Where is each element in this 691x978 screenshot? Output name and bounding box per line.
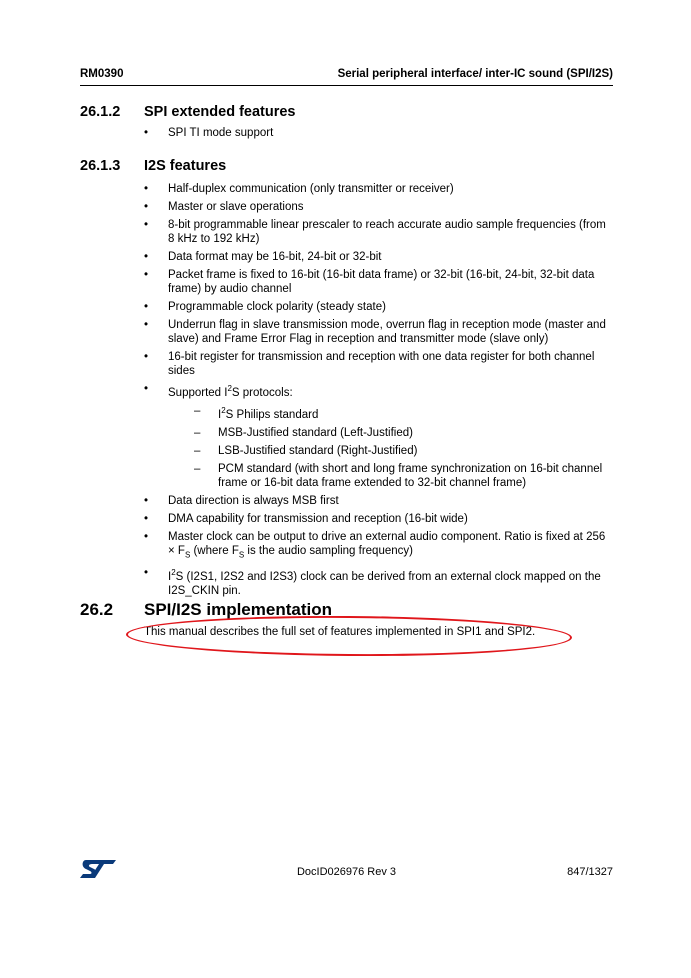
bullet-icon: •	[144, 219, 149, 231]
sub-list-item: – $I^2S$ Philips standard	[194, 404, 319, 421]
section-heading	[80, 158, 613, 174]
bullet-icon: •	[144, 269, 149, 281]
header-doc-code: RM0390	[80, 68, 124, 80]
header-rule	[80, 85, 613, 86]
bullet-icon: •	[144, 351, 149, 363]
bullet-list	[80, 126, 613, 140]
sub-list	[80, 404, 613, 490]
list-item: • Underrun flag in slave transmission mode, overrun flag in reception mode (master and slave) and Frame Error Flag in reception and transmitter mode (slave only)	[144, 319, 606, 345]
list-item: • Data direction is always MSB first	[144, 494, 339, 507]
sub-list-item: – PCM standard (with short and long frame synchronization on 16-bit channel frame or 16-bit data frame extended to 32-bit channel frame)	[194, 462, 603, 489]
list-item-i2s-clock: • $I^2S$ (I2S1, I2S2 and I2S3) clock can be derived from an external clock mapped on the I2S_CKIN pin.	[144, 566, 601, 597]
sub-list-item: – MSB-Justified standard (Left-Justified)	[194, 426, 413, 439]
bullet-icon: •	[144, 566, 149, 579]
section-title: I2S features	[144, 158, 227, 174]
section-heading	[80, 600, 613, 620]
section-heading	[80, 104, 613, 120]
bullet-list	[80, 182, 613, 598]
bullet-icon: •	[144, 530, 149, 543]
bullet-icon: •	[144, 127, 149, 139]
sub-list-item: – LSB-Justified standard (Right-Justified)	[194, 444, 418, 457]
section-number: 26.2	[80, 600, 114, 619]
list-item-protocols: • Supported $I^2S$ protocols: – $I^2S$ Philips standard – MSB-Justified standard (Left-Justified) – LSB-Justified standard (Right-Justified) – PCM standard (with short and long frame synchronization on 16-bit channel frame or 16-bit data frame extended to 32-bit channel frame)	[80, 382, 613, 490]
list-item: • Master or slave operations	[144, 201, 304, 213]
list-item: • 16-bit register for transmission and reception with one data register for both channel sides	[144, 351, 595, 377]
dash-icon: –	[194, 462, 201, 475]
bullet-icon: •	[144, 301, 149, 313]
header-chapter-title: Serial peripheral interface/ inter-IC sound (SPI/I2S)	[337, 68, 613, 80]
list-item: • 8-bit programmable linear prescaler to reach accurate audio sample frequencies (from 8 kHz to 192 kHz)	[144, 219, 606, 245]
bullet-icon: •	[144, 201, 149, 213]
bullet-icon: •	[144, 494, 149, 507]
dash-icon: –	[194, 444, 201, 457]
page-header	[80, 68, 613, 80]
section-title: SPI/I2S implementation	[144, 600, 332, 619]
dash-icon: –	[194, 404, 201, 417]
footer-doc-id: DocID026976 Rev 3	[296, 866, 397, 878]
bullet-icon: •	[144, 183, 149, 195]
implementation-paragraph: This manual describes the full set of features implemented in SPI1 and SPI2.	[144, 626, 536, 638]
dash-icon: –	[194, 426, 201, 439]
bullet-icon: •	[144, 319, 149, 331]
section-number: 26.1.3	[80, 158, 121, 174]
bullet-icon: •	[144, 512, 149, 525]
section-number: 26.1.2	[80, 104, 121, 120]
page-footer	[80, 858, 613, 884]
list-item: • DMA capability for transmission and reception (16-bit wide)	[144, 512, 468, 525]
list-item: • Half-duplex communication (only transmitter or receiver)	[144, 183, 454, 195]
section-spi-i2s-implementation	[80, 600, 613, 638]
list-item: • Packet frame is fixed to 16-bit (16-bit data frame) or 32-bit (16-bit, 24-bit, 32-bit data frame) by audio channel	[144, 269, 595, 295]
footer-page-number: 847/1327	[567, 866, 613, 878]
list-item: • Programmable clock polarity (steady state)	[144, 301, 386, 313]
bullet-icon: •	[144, 383, 149, 395]
bullet-icon: •	[144, 251, 149, 263]
section-i2s-features	[80, 158, 613, 598]
section-title: SPI extended features	[144, 104, 296, 120]
section-spi-extended-features	[80, 104, 613, 140]
list-item-master-clock: • Master clock can be output to drive an external audio component. Ratio is fixed at $256 \times F_S$ (where $F_S$ is the audio sampling frequency)	[144, 530, 606, 559]
list-item: • SPI TI mode support	[144, 127, 274, 139]
list-item: • Data format may be 16-bit, 24-bit or 32-bit	[144, 251, 382, 263]
